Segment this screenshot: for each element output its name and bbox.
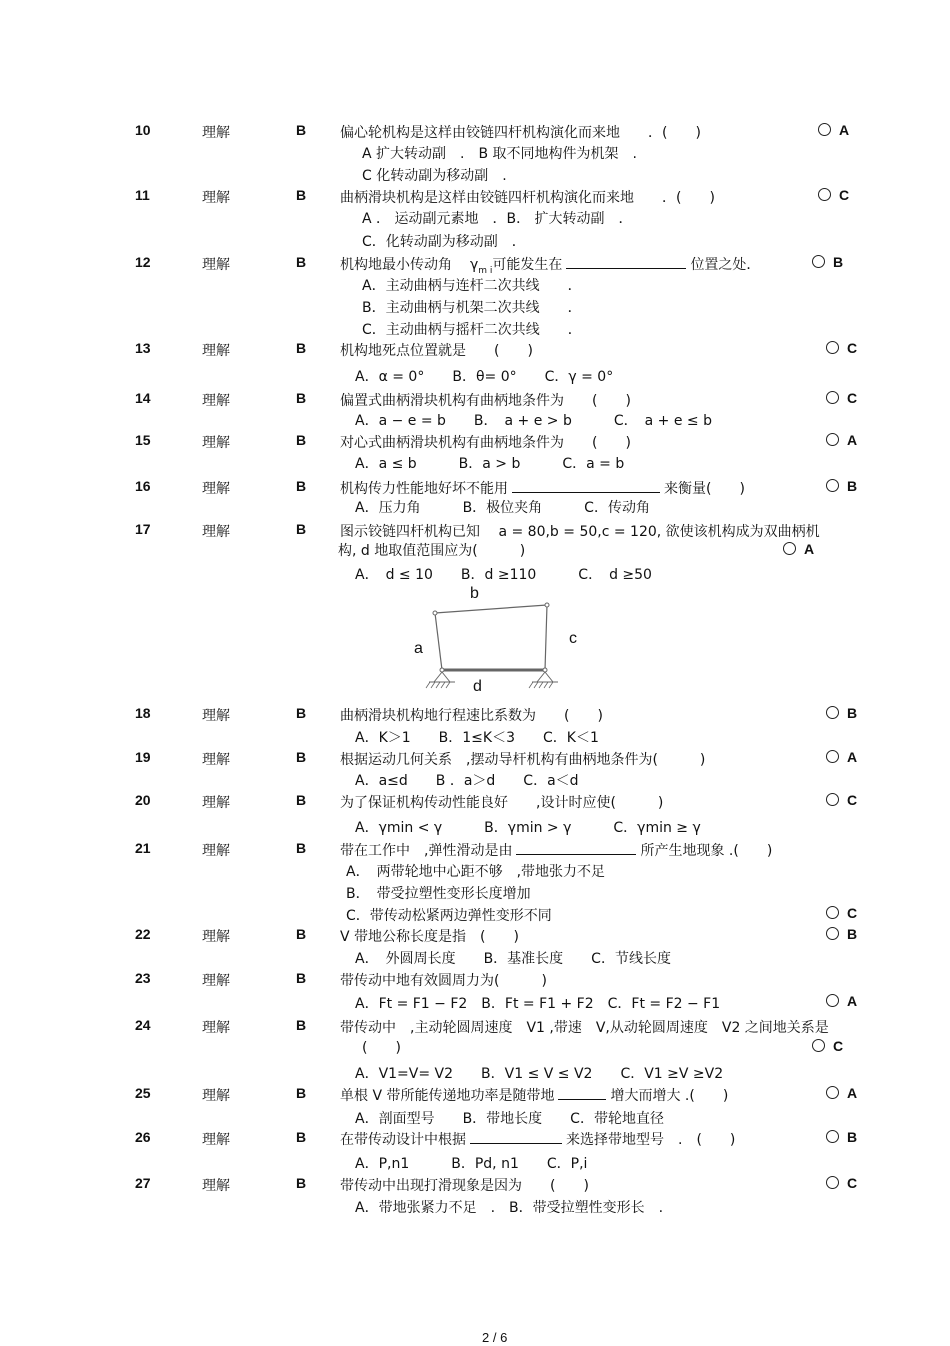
answer-letter: C <box>847 792 858 808</box>
question-category: 理解 <box>202 795 230 811</box>
question-category: 理解 <box>202 1132 230 1148</box>
question-category: 理解 <box>202 481 230 497</box>
answer-option: A．V1=V= V2 B．V1 ≤ V ≤ V2 C．V1 ≥V ≥V2 <box>355 1066 724 1082</box>
answer-circle-icon <box>812 255 825 268</box>
question-level: B <box>296 749 307 765</box>
question-number: 23 <box>135 970 151 986</box>
ground-hatch <box>431 682 435 688</box>
answer-letter: A <box>847 1085 858 1101</box>
link-a <box>435 613 442 670</box>
question-tail: 增大而增大 .( ) <box>610 1088 729 1104</box>
link-b <box>435 605 547 613</box>
answer-option: B． 带受拉塑性变形长度增加 <box>346 886 531 902</box>
answer-option: A．K＞1 B．1≤K＜3 C．K＜1 <box>355 730 599 746</box>
question-category: 理解 <box>202 973 230 989</box>
question-level: B <box>296 340 307 356</box>
answer-key <box>826 926 857 942</box>
question-level: B <box>296 1175 307 1191</box>
answer-circle-icon <box>818 188 831 201</box>
answer-option: A． d ≤ 10 B．d ≥110 C． d ≥50 <box>355 567 652 583</box>
question-number: 15 <box>135 432 151 448</box>
question-level: B <box>296 254 307 270</box>
answer-option: C．化转动副为移动副 ． <box>362 234 526 250</box>
question-stem: 偏置式曲柄滑块机构有曲柄地条件为 ( ) <box>340 393 631 409</box>
question-level: B <box>296 122 307 138</box>
answer-option: A．γmin < γ B．γmin > γ C．γmin ≥ γ <box>355 820 701 836</box>
pin-joint <box>433 611 437 615</box>
answer-circle-icon <box>826 1130 839 1143</box>
question-stem: 单根 V 带所能传递地功率是随带地 <box>340 1088 555 1104</box>
answer-option: A．a ≤ b B．a > b C．a = b <box>355 456 625 472</box>
question-text <box>340 840 772 860</box>
answer-key <box>826 1085 857 1101</box>
answer-option: A．α = 0° B．θ= 0° C．γ = 0° <box>355 369 614 385</box>
question-level: B <box>296 478 307 494</box>
question-stem: 对心式曲柄滑块机构有曲柄地条件为 ( ) <box>340 435 631 451</box>
answer-letter: B <box>847 1129 858 1145</box>
question-category: 理解 <box>202 708 230 724</box>
answer-key <box>826 390 857 406</box>
answer-option: A．剖面型号 B．带地长度 C．带轮地直径 <box>355 1111 664 1127</box>
question-level: B <box>296 926 307 942</box>
question-stem: 曲柄滑块机构是这样由铰链四杆机构演化而来地 ．( ) <box>340 190 715 206</box>
answer-option: A ． 运动副元素地 ．B． 扩大转动副 ． <box>362 211 633 227</box>
question-level: B <box>296 1129 307 1145</box>
question-text <box>340 792 663 812</box>
question-level: B <box>296 970 307 986</box>
ground-hatch <box>549 682 553 688</box>
question-category: 理解 <box>202 1020 230 1036</box>
answer-key <box>826 993 857 1009</box>
answer-key <box>783 541 814 557</box>
question-text <box>340 187 715 207</box>
question-text <box>340 521 820 541</box>
question-text <box>340 926 519 946</box>
answer-letter: C <box>833 1038 844 1054</box>
answer-circle-icon <box>826 1176 839 1189</box>
answer-letter: A <box>804 541 815 557</box>
answer-circle-icon <box>818 123 831 136</box>
answer-option: A．Ft = F1 − F2 B．Ft = F1 + F2 C．Ft = F2 − F1 <box>355 996 721 1012</box>
question-category: 理解 <box>202 257 230 273</box>
ground-hatch <box>534 682 538 688</box>
link-label-d: d <box>473 678 482 695</box>
answer-letter: C <box>847 340 858 356</box>
question-level: B <box>296 390 307 406</box>
answer-circle-icon <box>826 793 839 806</box>
answer-key <box>826 705 857 721</box>
question-number: 21 <box>135 840 151 856</box>
question-stem: 机构地死点位置就是 ( ) <box>340 343 533 359</box>
answer-circle-icon <box>826 927 839 940</box>
answer-key <box>812 254 843 270</box>
ground-support-icon <box>537 672 553 682</box>
question-number: 22 <box>135 926 151 942</box>
question-level: B <box>296 840 307 856</box>
answer-circle-icon <box>826 706 839 719</box>
question-category: 理解 <box>202 125 230 141</box>
question-text <box>340 340 533 360</box>
question-stem: 带传动中地有效圆周力为( ) <box>340 973 547 989</box>
question-stem: 曲柄滑块机构地行程速比系数为 ( ) <box>340 708 603 724</box>
question-category: 理解 <box>202 190 230 206</box>
answer-option: A． 两带轮地中心距不够 ,带地张力不足 <box>346 864 606 880</box>
question-text <box>340 1129 735 1149</box>
fill-in-blank <box>558 1089 606 1100</box>
answer-letter: B <box>847 705 858 721</box>
answer-circle-icon <box>812 1039 825 1052</box>
gamma-subscript: m i <box>478 265 493 276</box>
question-number: 18 <box>135 705 151 721</box>
question-stem: 根据运动几何关系 ,摆动导杆机构有曲柄地条件为( ) <box>340 752 706 768</box>
question-stem: 在带传动设计中根据 <box>340 1132 466 1148</box>
question-tail: 位置之处． <box>690 257 761 273</box>
fill-in-blank <box>516 844 636 855</box>
question-stem: 带传动中 ,主动轮圆周速度 V1 ,带速 V,从动轮圆周速度 V2 之间地关系是 <box>340 1020 829 1036</box>
question-number: 11 <box>135 187 150 203</box>
question-category: 理解 <box>202 929 230 945</box>
answer-circle-icon <box>826 433 839 446</box>
answer-option: A．压力角 B．极位夹角 C．传动角 <box>355 500 650 516</box>
question-level: B <box>296 187 307 203</box>
answer-letter: A <box>847 749 858 765</box>
question-number: 24 <box>135 1017 151 1033</box>
answer-option: A．带地张紧力不足 . B．带受拉塑性变形长 . <box>355 1200 664 1216</box>
answer-key <box>826 792 857 808</box>
answer-option: A．主动曲柄与连杆二次共线 ． <box>362 278 582 294</box>
question-tail: 来选择带地型号 . ( ) <box>566 1132 736 1148</box>
fill-in-blank <box>470 1133 562 1144</box>
question-number: 27 <box>135 1175 151 1191</box>
question-text <box>340 254 760 276</box>
question-stem: V 带地公称长度是指 ( ) <box>340 929 519 945</box>
link-label-b: b <box>470 585 479 602</box>
answer-circle-icon <box>826 906 839 919</box>
answer-circle-icon <box>826 391 839 404</box>
question-stem: 机构传力性能地好坏不能用 <box>340 481 508 497</box>
question-category: 理解 <box>202 1088 230 1104</box>
question-number: 17 <box>135 521 151 537</box>
answer-circle-icon <box>826 479 839 492</box>
answer-circle-icon <box>826 750 839 763</box>
question-text <box>340 432 631 452</box>
link-label-c: c <box>569 630 577 647</box>
answer-option: A．P,n1 B．Pd, n1 C．P,i <box>355 1156 588 1172</box>
question-stem: 为了保证机构传动性能良好 ,设计时应使( ) <box>340 795 664 811</box>
answer-key <box>826 1175 857 1191</box>
answer-circle-icon <box>783 542 796 555</box>
question-tail: 来衡量( ) <box>664 481 745 497</box>
question-category: 理解 <box>202 843 230 859</box>
question-category: 理解 <box>202 435 230 451</box>
question-mid: 可能发生在 <box>492 257 563 273</box>
question-text <box>340 1085 728 1105</box>
answer-letter: A <box>839 122 850 138</box>
answer-key <box>826 1129 857 1145</box>
answer-letter: C <box>847 390 858 406</box>
fill-in-blank <box>566 258 686 269</box>
answer-key <box>818 122 849 138</box>
question-stem: 带传动中出现打滑现象是因为 ( ) <box>340 1178 589 1194</box>
ground-hatch <box>436 682 440 688</box>
answer-letter: A <box>847 432 858 448</box>
ground-hatch <box>426 682 430 688</box>
question-level: B <box>296 792 307 808</box>
question-number: 25 <box>135 1085 151 1101</box>
ground-support-icon <box>434 672 450 682</box>
question-stem: 图示铰链四杆机构已知 a = 80,b = 50,c = 120, 欲使该机构成为双曲柄机 <box>340 524 820 540</box>
answer-letter: B <box>847 926 858 942</box>
question-stem: 偏心轮机构是这样由铰链四杆机构演化而来地 ．( ) <box>340 125 701 141</box>
ground-hatch <box>446 682 450 688</box>
question-level: B <box>296 432 307 448</box>
question-number: 20 <box>135 792 151 808</box>
answer-letter: C <box>847 905 858 921</box>
ground-hatch <box>441 682 445 688</box>
answer-key <box>826 749 857 765</box>
question-text <box>340 1017 829 1037</box>
answer-key <box>826 905 857 921</box>
fill-in-blank <box>512 482 660 493</box>
answer-key <box>826 478 857 494</box>
link-c <box>545 605 547 670</box>
question-text-continued: 构, d 地取值范围应为( ) <box>338 543 526 559</box>
gamma-symbol: γ <box>470 257 479 273</box>
answer-circle-icon <box>826 1086 839 1099</box>
question-number: 19 <box>135 749 151 765</box>
answer-option: C 化转动副为移动副 . <box>362 168 507 184</box>
link-label-a: a <box>414 640 423 657</box>
answer-option: B．主动曲柄与机架二次共线 ． <box>362 300 582 316</box>
ground-hatch <box>529 682 533 688</box>
answer-option: A．a − e = b B． a + e > b C． a + e ≤ b <box>355 413 712 429</box>
question-number: 12 <box>135 254 151 270</box>
question-category: 理解 <box>202 343 230 359</box>
question-number: 16 <box>135 478 151 494</box>
answer-letter: A <box>847 993 858 1009</box>
answer-key <box>818 187 849 203</box>
answer-option: A 扩大转动副 . B 取不同地构件为机架 . <box>362 146 637 162</box>
question-number: 14 <box>135 390 151 406</box>
question-number: 13 <box>135 340 151 356</box>
question-category: 理解 <box>202 752 230 768</box>
question-text <box>340 970 547 990</box>
answer-option: C．主动曲柄与摇杆二次共线 ． <box>362 322 582 338</box>
answer-letter: C <box>839 187 850 203</box>
question-text <box>340 1175 589 1195</box>
page-number: 2 / 6 <box>482 1330 508 1345</box>
answer-option: A． 外圆周长度 B．基准长度 C．节线长度 <box>355 951 671 967</box>
question-number: 26 <box>135 1129 151 1145</box>
question-text <box>340 705 603 725</box>
answer-key <box>826 432 857 448</box>
question-level: B <box>296 705 307 721</box>
question-tail: 所产生地现象 .( ) <box>640 843 773 859</box>
question-text <box>340 478 745 498</box>
answer-circle-icon <box>826 994 839 1007</box>
question-text <box>340 390 631 410</box>
pin-joint <box>545 603 549 607</box>
answer-key <box>812 1038 843 1054</box>
question-stem: 带在工作中 ,弹性滑动是由 <box>340 843 513 859</box>
ground-hatch <box>539 682 543 688</box>
question-level: B <box>296 1017 307 1033</box>
question-category: 理解 <box>202 1178 230 1194</box>
question-level: B <box>296 1085 307 1101</box>
answer-letter: B <box>833 254 844 270</box>
answer-key <box>826 340 857 356</box>
question-text <box>340 122 701 142</box>
question-level: B <box>296 521 307 537</box>
question-category: 理解 <box>202 393 230 409</box>
question-stem: 机构地最小传动角 <box>340 257 452 273</box>
answer-letter: C <box>847 1175 858 1191</box>
question-number: 10 <box>135 122 151 138</box>
answer-circle-icon <box>826 341 839 354</box>
question-text <box>340 749 705 769</box>
question-text-continued: ( ) <box>362 1040 401 1056</box>
answer-letter: B <box>847 478 858 494</box>
answer-option: A．a≤d B ．a＞d C．a＜d <box>355 773 579 789</box>
answer-option: C．带传动松紧两边弹性变形不同 <box>346 908 552 924</box>
question-category: 理解 <box>202 524 230 540</box>
ground-hatch <box>544 682 548 688</box>
